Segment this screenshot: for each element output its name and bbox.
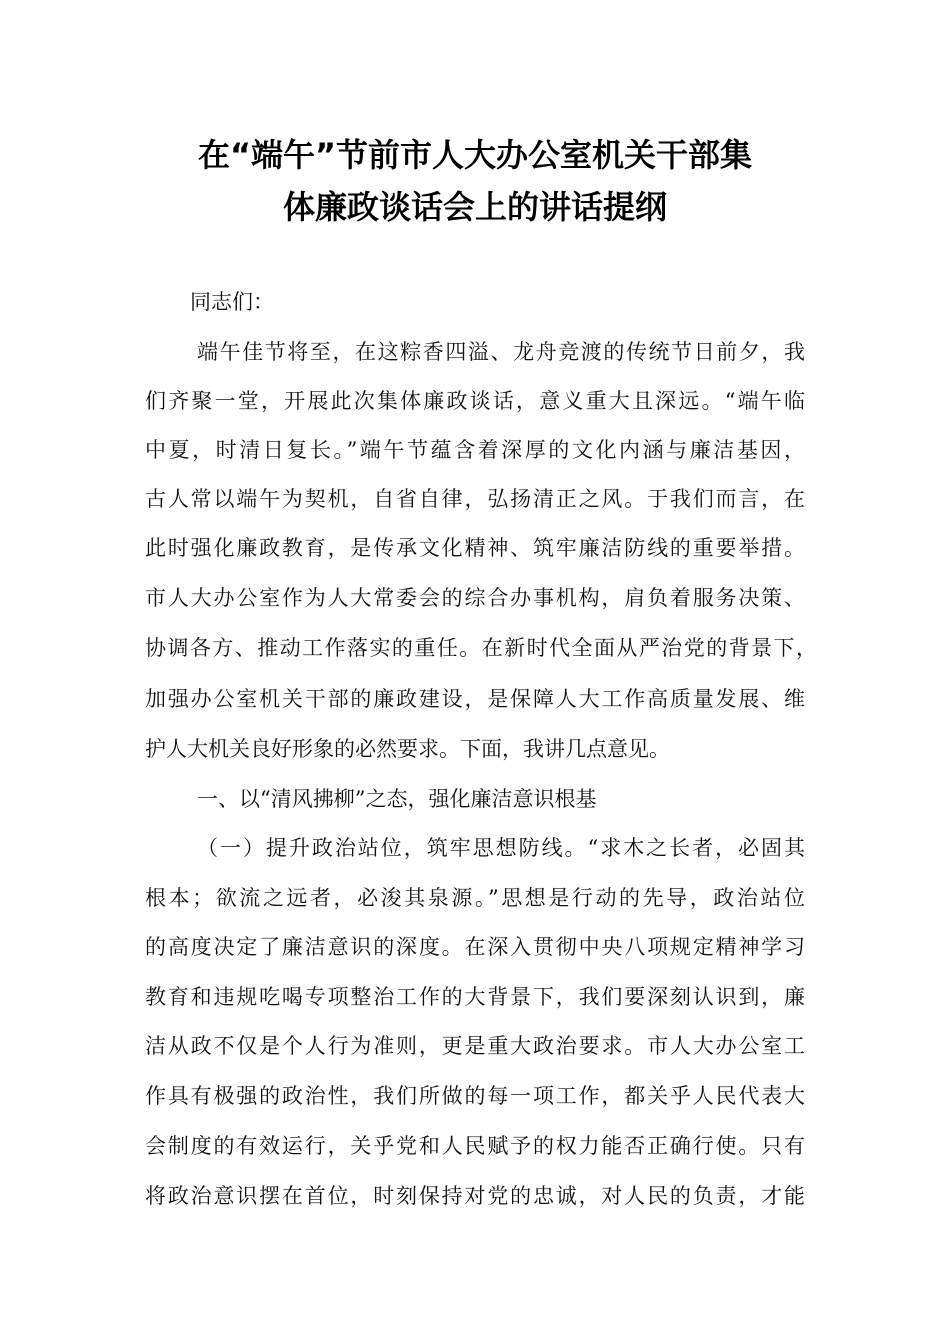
subsection-1-line: 根本；欲流之远者，必浚其泉源。”思想是行动的先导，政治站位 [145,886,805,910]
subsection-1-line: 作具有极强的政治性，我们所做的每一项工作，都关乎人民代表大 [145,1084,805,1108]
paragraph-1-line: 市人大办公室作为人大常委会的综合办事机构，肩负着服务决策、 [145,586,805,610]
document-title-line-2: 体廉政谈话会上的讲话提纲 [282,188,667,226]
paragraph-1-line: 古人常以端午为契机，自省自律，弘扬清正之风。于我们而言，在 [145,487,805,511]
subsection-1-line: 会制度的有效运行，关乎党和人民赋予的权力能否正确行使。只有 [145,1134,805,1158]
salutation: 同志们： [190,290,274,314]
subsection-1-line: 将政治意识摆在首位，时刻保持对党的忠诚，对人民的负责，才能 [145,1184,805,1208]
subsection-1-line: 的高度决定了廉洁意识的深度。在深入贯彻中央八项规定精神学习 [145,935,805,959]
paragraph-1-line: 护人大机关良好形象的必然要求。下面，我讲几点意见。 [145,737,670,761]
paragraph-1-line: 协调各方、推动工作落实的重任。在新时代全面从严治党的背景下， [145,636,817,660]
subsection-1-line: 教育和违规吃喝专项整治工作的大背景下，我们要深刻认识到，廉 [145,985,805,1009]
document-title-line-1: 在“端午”节前市人大办公室机关干部集 [197,136,753,174]
paragraph-1-line: 们齐聚一堂，开展此次集体廉政谈话，意义重大且深远。“端午临 [145,389,805,413]
section-heading-1: 一、以“清风拂柳”之态，强化廉洁意识根基 [197,787,597,811]
paragraph-1-line: 端午佳节将至，在这粽香四溢、龙舟竞渡的传统节日前夕，我 [197,340,805,364]
subsection-1-line: （一）提升政治站位，筑牢思想防线。“求木之长者，必固其 [197,836,805,860]
paragraph-1-line: 中夏，时清日复长。”端午节蕴含着深厚的文化内涵与廉洁基因， [145,438,805,462]
subsection-1-line: 洁从政不仅是个人行为准则，更是重大政治要求。市人大办公室工 [145,1034,805,1058]
paragraph-1-line: 加强办公室机关干部的廉政建设，是保障人大工作高质量发展、维 [145,687,805,711]
paragraph-1-line: 此时强化廉政教育，是传承文化精神、筑牢廉洁防线的重要举措。 [145,536,805,560]
